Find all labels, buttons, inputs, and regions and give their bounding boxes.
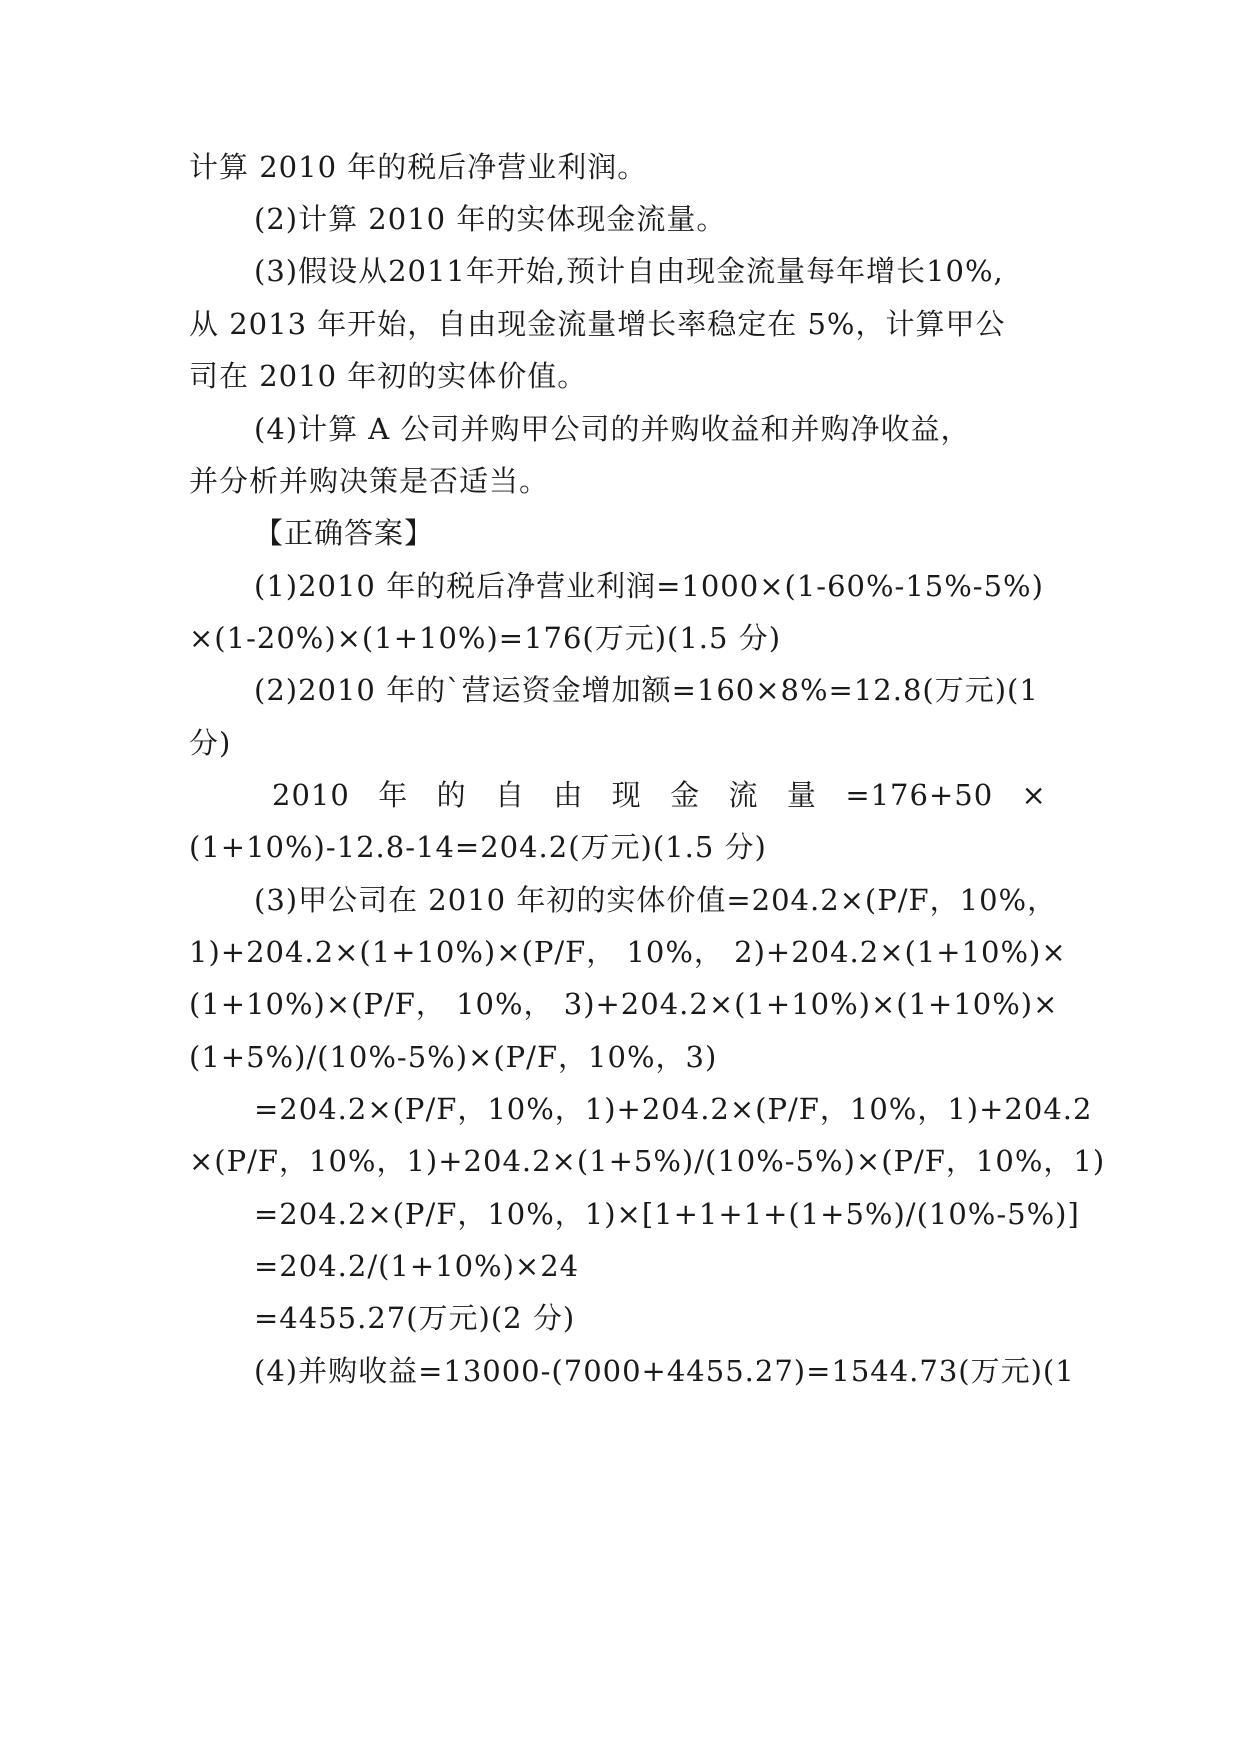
text-line: (1+10%)×(P/F， 10%， 3)+204.2×(1+10%)×(1+10%)× [189,987,1059,1021]
text-token: 自 [494,778,525,812]
text-token: 金 [670,778,701,812]
text-line: 并分析并购决策是否适当。 [189,464,550,498]
text-line: =204.2/(1+10%)×24 [254,1249,580,1283]
text-line: 1)+204.2×(1+10%)×(P/F， 10%， 2)+204.2×(1+10%)× [189,935,1067,969]
text-line: 计算 2010 年的税后净营业利润。 [189,150,648,184]
text-line: =204.2×(P/F，10%，1)×[1+1+1+(1+5%)/(10%-5%)] [254,1197,1080,1231]
text-line: (1+10%)-12.8-14=204.2(万元)(1.5 分) [189,830,767,864]
text-line: 分) [189,726,232,760]
text-line: =4455.27(万元)(2 分) [254,1301,576,1335]
text-line: 司在 2010 年初的实体价值。 [189,359,588,393]
text-token: 2010 [272,778,350,812]
text-token: =176+50 [845,778,994,812]
text-token: 的 [436,778,467,812]
text-token: 由 [553,778,584,812]
text-token: 流 [728,778,759,812]
text-token: 现 [611,778,642,812]
text-line: (4)计算 A 公司并购甲公司的并购收益和并购净收益， [254,412,971,446]
text-line: (1)2010 年的税后净营业利润=1000×(1-60%-15%-5%) [254,569,1044,603]
text-line: (2)2010 年的`营运资金增加额=160×8%=12.8(万元)(1 [254,673,1039,707]
text-line: (2)计算 2010 年的实体现金流量。 [254,202,727,236]
text-line: (4)并购收益=13000-(7000+4455.27)=1544.73(万元)(1 [254,1354,1075,1388]
text-line: 从 2013 年开始，自由现金流量增长率稳定在 5%，计算甲公 [189,307,1006,341]
text-token: 年 [378,778,409,812]
text-line: ×(P/F，10%，1)+204.2×(1+5%)/(10%-5%)×(P/F，10%，1) [189,1144,1106,1178]
text-line: (3)甲公司在 2010 年初的实体价值=204.2×(P/F，10%， [254,883,1058,917]
text-token: × [1021,778,1047,812]
text-line: (3)假设从2011年开始,预计自由现金流量每年增长10%, [254,254,1004,288]
spaced-text-line [272,775,1047,815]
text-line: ×(1-20%)×(1+10%)=176(万元)(1.5 分) [189,621,782,655]
answer-heading: 【正确答案】 [254,516,435,550]
text-line: (1+5%)/(10%-5%)×(P/F，10%，3) [189,1040,718,1074]
text-line: =204.2×(P/F，10%，1)+204.2×(P/F，10%，1)+204.2 [254,1092,1093,1126]
text-token: 量 [786,778,817,812]
